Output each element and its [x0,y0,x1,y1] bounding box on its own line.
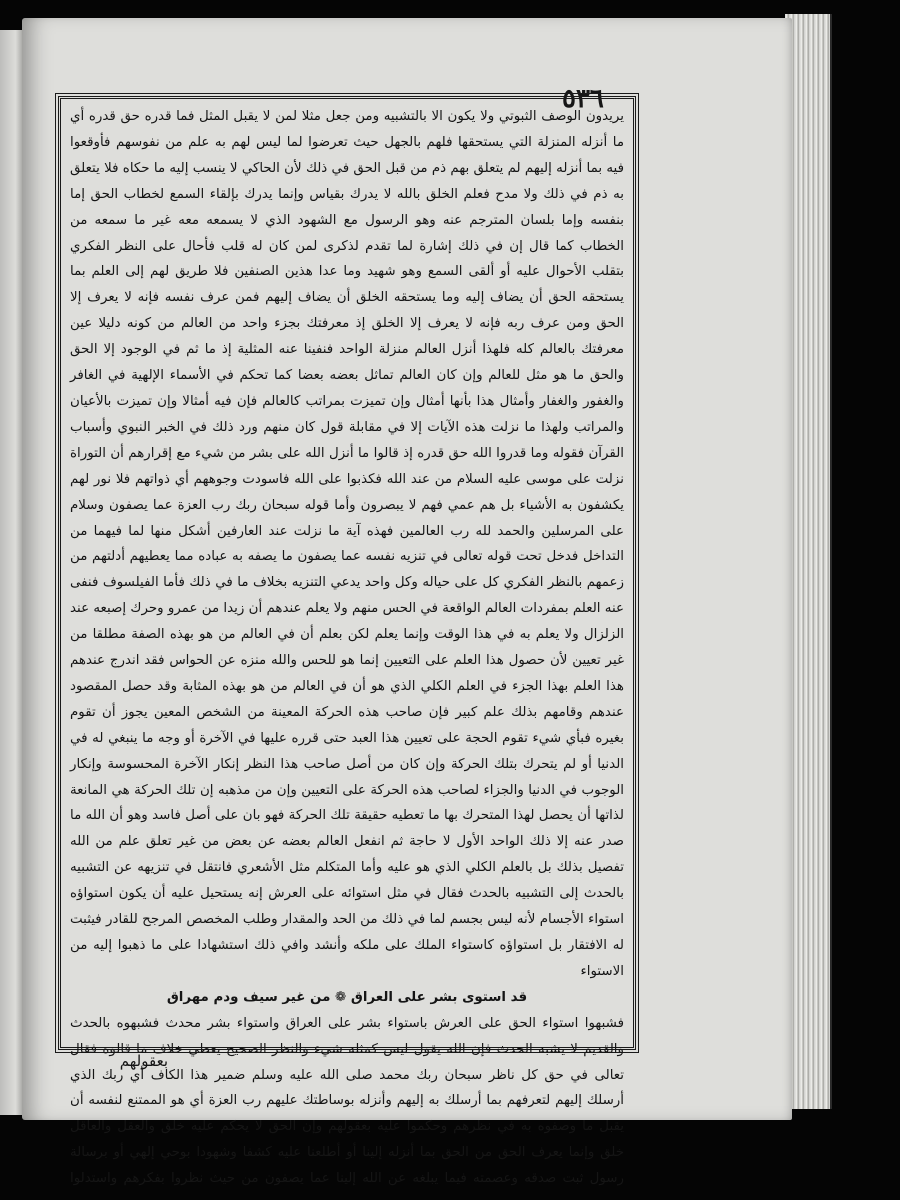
page-number: ٥٣٦ [562,84,604,114]
paragraph: فشبهوا استواء الحق على العرش باستواء بشر على العراق واستواء بشر محدث فشبهوه بالحدث والقديم لا يشبه الحدث فإن الله يقول ليس كمثله شيء والنظر الصحيح يعطي خلاف ما قالوه فقال تعالى في حق كل ناظر سبحان ربك محمد صلى الله عليه وسلم ضمير هذا الكاف أي ربك الذي أرسلك إليهم لتعرفهم بما أرسلك به إليهم وأنزله بوساطتك عليهم رب العزة أي هو الممتنع لنفسه أن يقبل ما وصفوه به في نظرهم وحكموا عليه بعقولهم وإن الحق لا يحكم عليه خلق والعقل والعاقل خلق وإنما يعرف الحق من الحق بما أنزله إلينا أو أطلعنا عليه كشفا وشهودا بوحي إلهي أو برسالة رسول ثبت صدقه وعصمته فيما يبلغه عن الله إلينا عما يصفون من حيث نظروا بفكرهم واستدلوا [70,1015,624,1187]
main-text-block [70,104,624,1187]
poetry-verse: قد استوى بشر على العراق ❁ من غير سيف ودم مهراق [166,989,528,1005]
paragraph: يريدون الوصف الثبوتي ولا يكون الا بالتشبيه ومن جعل مثلا لمن لا يقبل المثل فما قدره حق قدره أي ما أنزله المنزلة التي يستحقها فلهم بالجهل حيث تعرضوا لما ليس لهم به علم من نفوسهم فأوقعوا فيه بما أنزله إليهم لم يتعلق بهم ذم من قبل الحق في ذلك لأن الحاكي لا ينسب إليه ما حكاه فلا يتعلق به ذم في ذلك ولا مدح فعلم الخلق بالله لا يدرك بقياس وإنما يدرك بإلقاء السمع لخطاب الحق إما بنفسه وإما بلسان المترجم عنه وهو الرسول مع الشهود الذي لا يسمعه معه غير ما سمعه من الخطاب كما قال إن في ذلك إشارة لما تقدم لذكرى لمن كان له قلب فأحال على النظر الفكري بتقلب الأحوال عليه أو ألقى السمع وهو شهيد وما عدا هذين الصنفين فلا طريق لهم إلى العلم بما يستحقه الحق أن يضاف إليه وما يستحقه الخلق أن يضاف إليهم فمن عرف نفسه فإنه لا يعرف إلا الحق ومن عرف ربه فإنه لا يعرف إلا الخلق إذ معرفتك بجزء واحد من العالم من كونه دليلا عين معرفتك بالعالم كله فلهذا أنزل العالم منزلة الواحد فنفينا عنه المثلية إذ ما ثم في الوجود إلا الحق والحق ما هو مثل للعالم وإن كان العالم تماثل بعضه بعضا كما تحكم في الأسماء الإلهية في الغافر والغفور والغفار وأمثال هذا بأنها أمثال وإن تميزت بمراتب كالعالم فإن فيه أمثالا وإن تميزت بالأعيان والمراتب ولهذا ما نزلت هذه الآيات إلا في مقابلة قول كان منهم ورد ذلك في الخبر النبوي وأسباب القرآن فقوله وما قدروا الله حق قدره إذ قالوا ما أنزل الله على بشر من شيء مع إقرارهم أن التوراة نزلت على موسى عليه السلام من عند الله فكذبوا على الله فاسودت وجوههم أي ذواتهم فلا نور لهم يكشفون به الأشياء بل هم عمي فهم لا يبصرون وأما قوله سبحان ربك رب العزة عما يصفون وسلام على المرسلين والحمد لله رب العالمين فهذه آية ما نزلت عند العارفين أشكل منها لما فيهما من التداخل فدخل تحت قوله تعالى في تنزيه نفسه عما يصفون ما يصفه به عباده مما يعطيهم أدلتهم من زعمهم بالنظر الفكري كل على حياله وكل واحد يدعي التنزيه بخلاف ما في ذلك فأما الفيلسوف فنفى عنه العلم بمفردات العالم الواقعة في الحس منهم ولا يعلم عندهم أن زيدا من عمرو وحرك إصبعه عند الزلزال ولا يعلم به في هذا الوقت وإنما يعلم لكن بعلم أن في العالم من هو بهذه الصفة مطلقا من غير تعيين لأن حصول هذا العلم على التعيين إنما هو للحس والله منزه عن الحواس فقد اندرج عندهم هذا العلم بهذا الجزء في العلم الكلي الذي هو أن في العالم من هو بهذه المثابة وقد حصل المقصود عندهم وقامهم بذلك علم كبير فإن صاحب هذه الحركة المعينة من الشخص المعين يجوز أن تقوم بغيره فبأي شيء تقوم الحجة على تعيين هذا العبد حتى قرره عليها في الآخرة أو وجه ما ينبغي له في الدنيا أو لم يتحرك بتلك الحركة وإن كان من أصل صاحب هذا النظر إنكار الآخرة المحسوسة وإنكار الوجوب في الدنيا والجزاء لصاحب هذه الحركة على التعيين وإن من مذهبه إن تلك الحركة هي المانعة لذاتها أن يحصل لهذا المتحرك بها ما تعطيه حقيقة تلك الحركة فهو بان على أصل فاسد وهو أن الله ما صدر عنه إلا ذلك الواحد الأول لا حاجة ثم انفعل العالم بعضه عن بعض من غير تعلق علم من الله تفصيل بذلك بل بالعلم الكلي الذي هو عليه وأما المتكلم مثل الأشعري فانتقل في تنزيهه عن التشبيه بالحدث إلى التشبيه بالحدث فقال في مثل استوائه على العرش إنه يستحيل عليه أن يكون استواؤه استواء الأجسام لأنه ليس بجسم لما في ذلك من الحد والمقدار وطلب المخصص المرجح للقادر فيثبت له الافتقار بل استواؤه كاستواء الملك على ملكه وأنشد وافي ذلك استشهادا على ما ذهبوا إليه من الاستواء [70,109,624,979]
page-stack-edges [785,14,832,1109]
catchword: بعقولهم [119,1052,168,1070]
